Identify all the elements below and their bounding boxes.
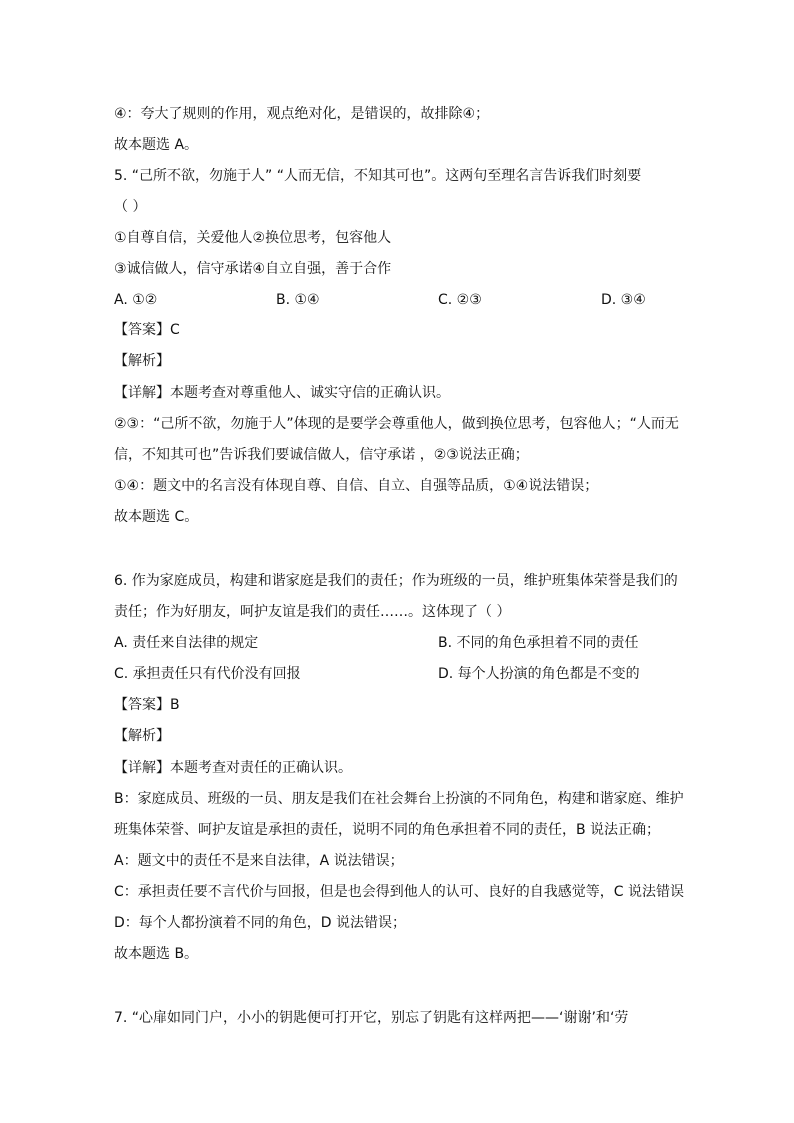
q6-option-c: C. 承担责任只有代价没有回报 [114, 666, 301, 682]
q7-stem: 7. “心扉如同门户，小小的钥匙便可打开它，别忘了钥匙有这样两把——‘谢谢’和‘劳 [114, 1010, 629, 1026]
q5-analysis-heading: 【解析】 [114, 353, 170, 369]
q6-explanation-2: 班集体荣誉、呵护友谊是承担的责任，说明不同的角色承担着不同的责任，B 说法正确； [114, 822, 661, 838]
q6-explanation-5: D：每个人都扮演着不同的角色，D 说法错误； [114, 915, 407, 931]
q5-stem: 5. “己所不欲，勿施于人” “人而无信，不知其可也”。这两句至理名言告诉我们时刻要 [114, 168, 642, 184]
q6-stem-line1: 6. 作为家庭成员，构建和谐家庭是我们的责任；作为班级的一员，维护班集体荣誉是我们的 [114, 573, 678, 589]
q6-option-d: D. 每个人扮演的角色都是不变的 [438, 666, 640, 682]
q6-option-a: A. 责任来自法律的规定 [114, 635, 259, 651]
q5-explanation-1: ②③：“己所不欲，勿施于人”体现的是要学会尊重他人，做到换位思考，包容他人；“人而无 [114, 416, 679, 432]
prev-explanation-line: ④：夸大了规则的作用，观点绝对化，是错误的，故排除④； [114, 106, 490, 122]
q6-option-b: B. 不同的角色承担着不同的责任 [438, 635, 639, 651]
q6-stem-line2: 责任；作为好朋友，呵护友谊是我们的责任……。这体现了（ ） [114, 604, 511, 620]
q5-detail: 【详解】本题考查对尊重他人、诚实守信的正确认识。 [114, 385, 450, 401]
q6-answer: 【答案】B [114, 697, 180, 713]
q5-option-c: C. ②③ [438, 292, 482, 308]
q5-explanation-2: 信，不知其可也”告诉我们要诚信做人，信守承诺 ，②③说法正确； [114, 447, 529, 463]
q6-explanation-4: C：承担责任要不言代价与回报，但是也会得到他人的认可、良好的自我感觉等，C 说法错误 [114, 884, 684, 900]
q5-option-b: B. ①④ [276, 292, 320, 308]
q5-option-a: A. ①② [114, 292, 158, 308]
q6-detail: 【详解】本题考查对责任的正确认识。 [114, 760, 352, 776]
q6-explanation-3: A：题文中的责任不是来自法律，A 说法错误； [114, 853, 404, 869]
q5-items-line2: ③诚信做人，信守承诺④自立自强，善于合作 [114, 261, 392, 277]
q6-analysis-heading: 【解析】 [114, 728, 170, 744]
prev-conclusion: 故本题选 A。 [114, 137, 199, 153]
q5-answer: 【答案】C [114, 322, 180, 338]
q5-items-line1: ①自尊自信，关爱他人②换位思考，包容他人 [114, 230, 392, 246]
q6-explanation-1: B：家庭成员、班级的一员、朋友是我们在社会舞台上扮演的不同角色，构建和谐家庭、维护 [114, 791, 684, 807]
q5-conclusion: 故本题选 C。 [114, 509, 199, 525]
q5-explanation-3: ①④：题文中的名言没有体现自尊、自信、自立、自强等品质，①④说法错误； [114, 478, 599, 494]
q5-option-d: D. ③④ [601, 292, 646, 308]
q5-paren: （ ） [114, 199, 147, 215]
q6-conclusion: 故本题选 B。 [114, 946, 199, 962]
